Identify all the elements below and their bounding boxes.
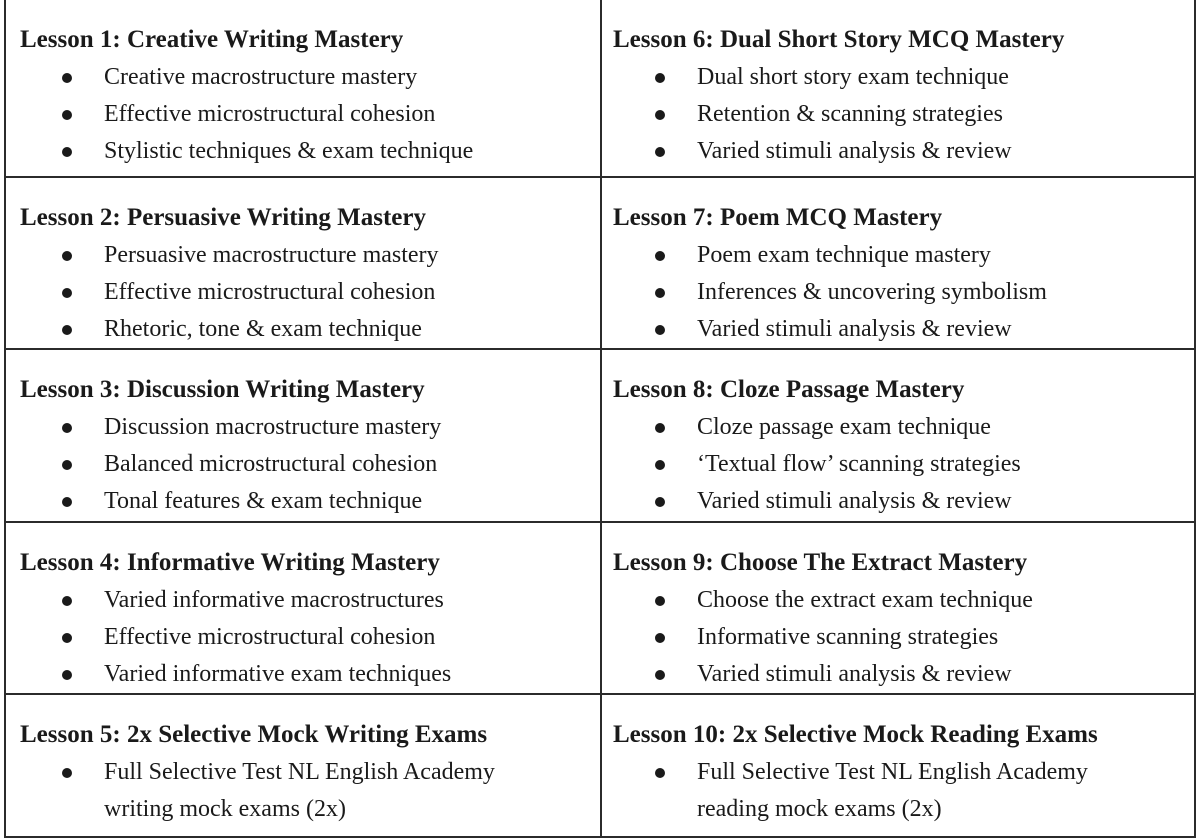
bullet-icon xyxy=(62,596,72,606)
lesson-title: Lesson 2: Persuasive Writing Mastery xyxy=(20,204,426,231)
bullet-icon xyxy=(62,670,72,680)
bullet-icon xyxy=(655,73,665,83)
list-item: Discussion macrostructure mastery xyxy=(20,409,590,446)
bullet-icon xyxy=(655,633,665,643)
list-item: Varied stimuli analysis & review xyxy=(613,133,1184,170)
list-item: Varied informative macrostructures xyxy=(20,582,590,619)
bullet-icon xyxy=(62,768,72,778)
lesson-title: Lesson 10: 2x Selective Mock Reading Exams xyxy=(613,721,1098,748)
lesson-points xyxy=(613,582,1184,693)
list-item: Cloze passage exam technique xyxy=(613,409,1184,446)
lesson-points xyxy=(613,754,1184,828)
bullet-icon xyxy=(655,497,665,507)
bullet-icon xyxy=(62,288,72,298)
lesson-points xyxy=(20,409,590,520)
lesson-cell-10 xyxy=(601,694,1195,837)
lesson-table xyxy=(4,0,1196,838)
bullet-icon xyxy=(62,73,72,83)
table-row xyxy=(5,0,1195,177)
list-item: Inferences & uncovering symbolism xyxy=(613,274,1184,311)
list-item: Creative macrostructure mastery xyxy=(20,59,590,96)
list-item: Varied stimuli analysis & review xyxy=(613,311,1184,348)
list-item: Varied stimuli analysis & review xyxy=(613,483,1184,520)
lesson-title: Lesson 6: Dual Short Story MCQ Mastery xyxy=(613,26,1065,53)
lesson-title: Lesson 1: Creative Writing Mastery xyxy=(20,26,404,53)
bullet-icon xyxy=(655,147,665,157)
bullet-icon xyxy=(62,423,72,433)
list-item: Dual short story exam technique xyxy=(613,59,1184,96)
lesson-cell-7 xyxy=(601,177,1195,349)
lesson-points xyxy=(20,237,590,348)
lesson-title: Lesson 9: Choose The Extract Mastery xyxy=(613,549,1028,576)
bullet-icon xyxy=(655,596,665,606)
lesson-points xyxy=(20,582,590,693)
list-item: Retention & scanning strategies xyxy=(613,96,1184,133)
table-row xyxy=(5,522,1195,694)
list-item: ‘Textual flow’ scanning strategies xyxy=(613,446,1184,483)
list-item: Varied stimuli analysis & review xyxy=(613,656,1184,693)
list-item: Choose the extract exam technique xyxy=(613,582,1184,619)
lesson-cell-3 xyxy=(5,349,601,522)
list-item: Rhetoric, tone & exam technique xyxy=(20,311,590,348)
list-item: Informative scanning strategies xyxy=(613,619,1184,656)
lesson-cell-5 xyxy=(5,694,601,837)
lesson-points xyxy=(613,59,1184,170)
bullet-icon xyxy=(62,147,72,157)
list-item: Tonal features & exam technique xyxy=(20,483,590,520)
bullet-icon xyxy=(62,497,72,507)
table-row xyxy=(5,177,1195,349)
lesson-points xyxy=(613,237,1184,348)
lesson-points xyxy=(20,59,590,170)
lesson-title: Lesson 5: 2x Selective Mock Writing Exams xyxy=(20,721,488,748)
bullet-icon xyxy=(655,288,665,298)
bullet-icon xyxy=(62,251,72,261)
lesson-title: Lesson 7: Poem MCQ Mastery xyxy=(613,204,943,231)
lesson-cell-1 xyxy=(5,0,601,177)
list-item: Full Selective Test NL English Academy writing mock exams (2x) xyxy=(20,754,590,828)
bullet-icon xyxy=(62,110,72,120)
lesson-title: Lesson 3: Discussion Writing Mastery xyxy=(20,376,425,403)
lesson-cell-2 xyxy=(5,177,601,349)
table-row xyxy=(5,694,1195,837)
list-item: Balanced microstructural cohesion xyxy=(20,446,590,483)
lesson-points xyxy=(20,754,590,828)
list-item: Effective microstructural cohesion xyxy=(20,96,590,133)
lesson-title: Lesson 8: Cloze Passage Mastery xyxy=(613,376,965,403)
list-item: Stylistic techniques & exam technique xyxy=(20,133,590,170)
bullet-icon xyxy=(655,670,665,680)
lesson-title: Lesson 4: Informative Writing Mastery xyxy=(20,549,440,576)
list-item: Persuasive macrostructure mastery xyxy=(20,237,590,274)
bullet-icon xyxy=(62,325,72,335)
bullet-icon xyxy=(655,768,665,778)
lesson-cell-8 xyxy=(601,349,1195,522)
table-row xyxy=(5,349,1195,522)
list-item: Full Selective Test NL English Academy reading mock exams (2x) xyxy=(613,754,1184,828)
lesson-points xyxy=(613,409,1184,520)
bullet-icon xyxy=(655,423,665,433)
list-item: Effective microstructural cohesion xyxy=(20,274,590,311)
bullet-icon xyxy=(655,460,665,470)
lesson-cell-4 xyxy=(5,522,601,694)
lesson-cell-9 xyxy=(601,522,1195,694)
list-item: Varied informative exam techniques xyxy=(20,656,590,693)
bullet-icon xyxy=(655,325,665,335)
list-item: Effective microstructural cohesion xyxy=(20,619,590,656)
bullet-icon xyxy=(655,251,665,261)
bullet-icon xyxy=(62,633,72,643)
list-item: Poem exam technique mastery xyxy=(613,237,1184,274)
bullet-icon xyxy=(62,460,72,470)
bullet-icon xyxy=(655,110,665,120)
lesson-cell-6 xyxy=(601,0,1195,177)
